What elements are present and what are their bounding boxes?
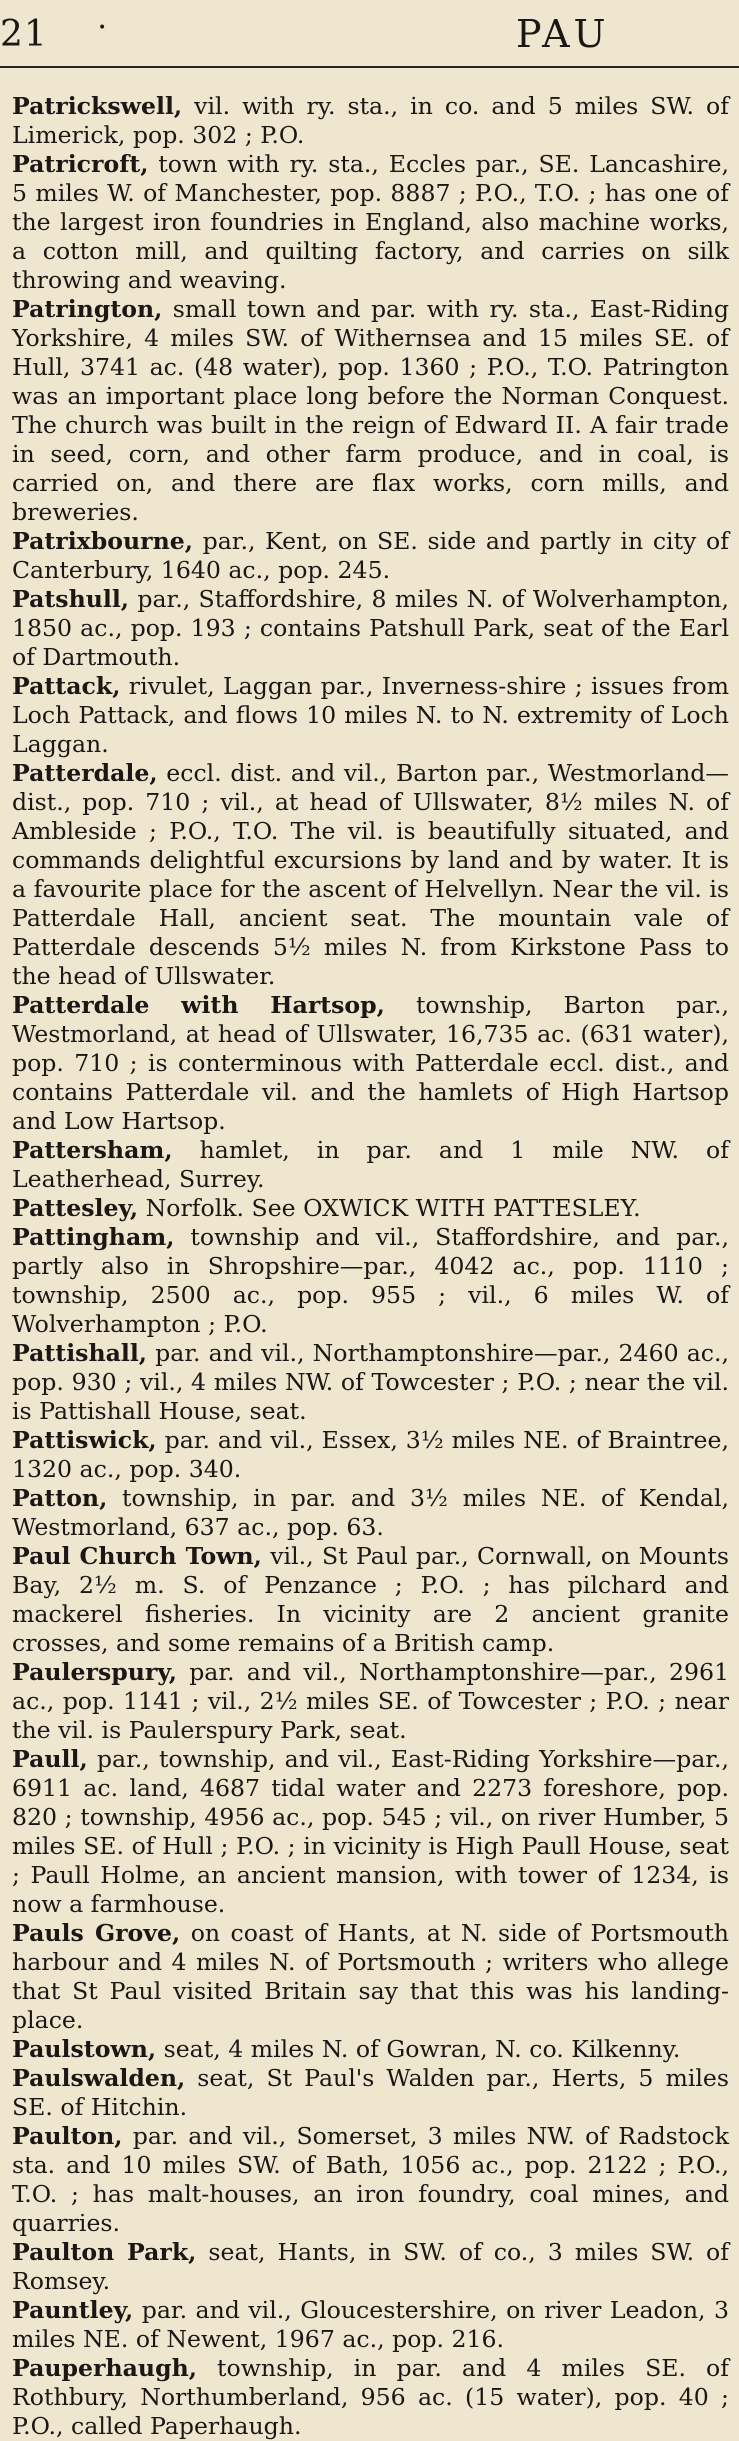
entry <box>0 1426 739 1484</box>
entry-description: eccl. dist. and vil., Barton par., Westmorland—dist., pop. 710 ; vil., at head of Ullswater, 8½ miles N. of Ambleside ; P.O., T.O. The vil. is beautifully situated, and commands delightful excursions by land and by water. It is a favourite place for the ascent of Helvellyn. Near the vil. is Patterdale Hall, ancient seat. The mountain vale of Patterdale descends 5½ miles N. from Kirkstone Pass to the head of Ullswater. <box>12 759 729 990</box>
entry-description: par. and vil., Northamptonshire—par., 2460 ac., pop. 930 ; vil., 4 miles NW. of Towcester ; P.O. ; near the vil. is Pattishall House, seat. <box>12 1339 729 1425</box>
entry <box>0 1484 739 1542</box>
entry-description: par. and vil., Somerset, 3 miles NW. of Radstock sta. and 10 miles SW. of Bath, 1056 ac., pop. 2122 ; P.O., T.O. ; has malt-houses, an iron foundry, coal mines, and quarries. <box>12 2122 729 2237</box>
entry-headword: Patterdale, <box>12 759 158 787</box>
entry-description: township, in par. and 3½ miles NE. of Kendal, Westmorland, 637 ac., pop. 63. <box>12 1484 729 1541</box>
entry-headword: Patrington, <box>12 295 163 323</box>
entry-description: par. and vil., Essex, 3½ miles NE. of Braintree, 1320 ac., pop. 340. <box>12 1426 729 1483</box>
entry <box>0 672 739 759</box>
entry-headword: Pattack, <box>12 672 121 700</box>
entry-headword: Patrixbourne, <box>12 527 193 555</box>
entry-description: Norfolk. See OXWICK WITH PATTESLEY. <box>138 1194 641 1222</box>
entry-headword: Paulerspury, <box>12 1658 177 1686</box>
entry-headword: Pattesley, <box>12 1194 139 1222</box>
entry <box>0 1919 739 2035</box>
entry-headword: Paulton, <box>12 2122 123 2150</box>
entry-headword: Pattishall, <box>12 1339 148 1367</box>
page-number: 21 <box>0 14 48 55</box>
entry <box>0 2296 739 2354</box>
entry <box>0 1745 739 1919</box>
entry <box>0 1223 739 1339</box>
entry-headword: Paul Church Town, <box>12 1542 262 1570</box>
entry <box>0 2238 739 2296</box>
entry-headword: Patrickswell, <box>12 92 183 120</box>
entry-headword: Paulstown, <box>12 2035 157 2063</box>
entry <box>0 150 739 295</box>
entry-description: township and vil., Staffordshire, and par., partly also in Shropshire—par., 4042 ac., pop. 1110 ; township, 2500 ac., pop. 955 ; vil., 6 miles W. of Wolverhampton ; P.O. <box>12 1223 729 1338</box>
entry <box>0 1542 739 1658</box>
entry <box>0 1136 739 1194</box>
entry-description: seat, 4 miles N. of Gowran, N. co. Kilkenny. <box>156 2035 681 2063</box>
entry-description: seat, St Paul's Walden par., Herts, 5 miles SE. of Hitchin. <box>12 2064 729 2121</box>
entry <box>0 527 739 585</box>
entry-description: small town and par. with ry. sta., East-Riding Yorkshire, 4 miles SW. of Withernsea and 15 miles SE. of Hull, 3741 ac. (48 water), pop. 1360 ; P.O., T.O. Patrington was an important place long before the Norman Conquest. The church was built in the reign of Edward II. A fair trade in seed, corn, and other farm produce, and in coal, is carried on, and there are flax works, corn mills, and breweries. <box>12 295 729 526</box>
entry <box>0 2064 739 2122</box>
entry <box>0 92 739 150</box>
entry-headword: Pattiswick, <box>12 1426 157 1454</box>
entry-headword: Patterdale with Hartsop, <box>12 991 385 1019</box>
entry-headword: Patshull, <box>12 585 130 613</box>
entry-description: township, in par. and 4 miles SE. of Rothbury, Northumberland, 956 ac. (15 water), pop. 40 ; P.O., called Paperhaugh. <box>12 2354 729 2440</box>
entry-headword: Pattersham, <box>12 1136 173 1164</box>
running-head: PAU <box>516 12 610 56</box>
gazetteer-entries <box>0 92 739 2441</box>
entry-description: rivulet, Laggan par., Inverness-shire ; issues from Loch Pattack, and flows 10 miles N. to N. extremity of Loch Laggan. <box>12 672 729 758</box>
entry-headword: Pauperhaugh, <box>12 2354 197 2382</box>
entry <box>0 991 739 1136</box>
entry-description: vil. with ry. sta., in co. and 5 miles SW. of Limerick, pop. 302 ; P.O. <box>12 92 729 149</box>
entry-description: seat, Hants, in SW. of co., 3 miles SW. of Romsey. <box>12 2238 729 2295</box>
entry <box>0 1194 739 1223</box>
entry <box>0 2035 739 2064</box>
entry-description: par. and vil., Northamptonshire—par., 2961 ac., pop. 1141 ; vil., 2½ miles SE. of Towcester ; P.O. ; near the vil. is Paulerspury Park, seat. <box>12 1658 729 1744</box>
entry-description: on coast of Hants, at N. side of Portsmouth harbour and 4 miles N. of Portsmouth ; writers who allege that St Paul visited Britain say that this was his landing-place. <box>12 1919 729 2034</box>
entry-description: par. and vil., Gloucestershire, on river Leadon, 3 miles NE. of Newent, 1967 ac., pop. 216. <box>12 2296 729 2353</box>
entry <box>0 759 739 991</box>
entry-description: vil., St Paul par., Cornwall, on Mounts Bay, 2½ m. S. of Penzance ; P.O. ; has pilchard and mackerel fisheries. In vicinity are 2 ancient granite crosses, and some remains of a British camp. <box>12 1542 729 1657</box>
page-header <box>0 0 739 68</box>
entry <box>0 295 739 527</box>
entry-headword: Pauls Grove, <box>12 1919 181 1947</box>
entry-description: town with ry. sta., Eccles par., SE. Lancashire, 5 miles W. of Manchester, pop. 8887 ; P.O., T.O. ; has one of the largest iron foundries in England, also machine works, a cotton mill, and quilting factory, and carries on silk throwing and weaving. <box>12 150 729 294</box>
entry-description: par., Kent, on SE. side and partly in city of Canterbury, 1640 ac., pop. 245. <box>12 527 729 584</box>
entry-description: par., township, and vil., East-Riding Yorkshire—par., 6911 ac. land, 4687 tidal water and 2273 foreshore, pop. 820 ; township, 4956 ac., pop. 545 ; vil., on river Humber, 5 miles SE. of Hull ; P.O. ; in vicinity is High Paull House, seat ; Paull Holme, an ancient mansion, with tower of 1234, is now a farmhouse. <box>12 1745 729 1918</box>
entry-description: hamlet, in par. and 1 mile NW. of Leatherhead, Surrey. <box>12 1136 729 1193</box>
entry <box>0 1339 739 1426</box>
entry-headword: Patricroft, <box>12 150 149 178</box>
entry-headword: Paulton Park, <box>12 2238 197 2266</box>
entry-headword: Patton, <box>12 1484 108 1512</box>
entry <box>0 585 739 672</box>
entry <box>0 2354 739 2441</box>
entry <box>0 1658 739 1745</box>
entry-headword: Pauntley, <box>12 2296 134 2324</box>
entry-headword: Paull, <box>12 1745 88 1773</box>
entry-description: township, Barton par., Westmorland, at head of Ullswater, 16,735 ac. (631 water), pop. 710 ; is conterminous with Patterdale eccl. dist., and contains Patterdale vil. and the hamlets of High Hartsop and Low Hartsop. <box>12 991 729 1135</box>
entry-headword: Pattingham, <box>12 1223 175 1251</box>
entry-description: par., Staffordshire, 8 miles N. of Wolverhampton, 1850 ac., pop. 193 ; contains Patshull Park, seat of the Earl of Dartmouth. <box>12 585 729 671</box>
header-mark: • <box>98 20 107 36</box>
entry-headword: Paulswalden, <box>12 2064 186 2092</box>
entry <box>0 2122 739 2238</box>
